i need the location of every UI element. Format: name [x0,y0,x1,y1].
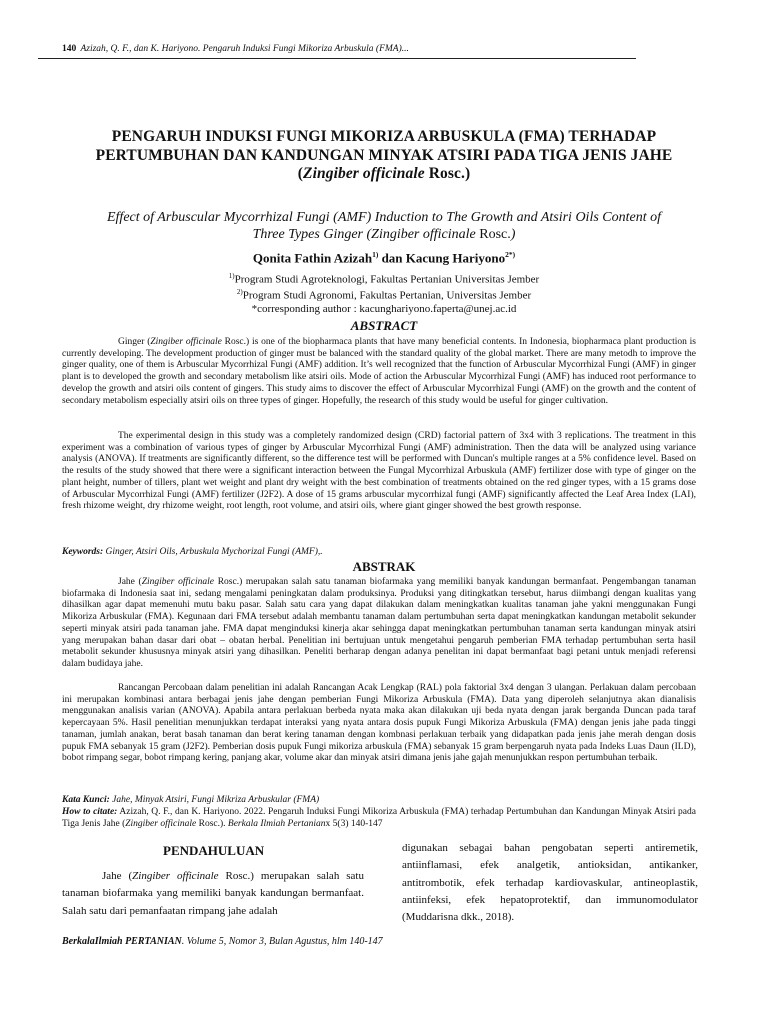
abstract-heading: ABSTRACT [350,318,418,333]
pendahuluan-heading: PENDAHULUAN [163,843,265,858]
running-header [62,44,409,54]
author-list: Qonita Fathin Azizah$^{1)}$ dan Kacung Hariyono$^{2*)}$ [252,250,516,266]
corresponding-author: *corresponding author : kacunghariyono.faperta@unej.ac.id [251,302,517,315]
title-line-3: (Zingiber officinale Rosc.) [297,165,471,182]
how-to-cite: How to citate: Azizah, Q. F., dan K. Hariyono. 2022. Pengaruh Induksi Fungi Mikoriza Arbuskula (FMA) terhadap Pertumbuhan dan Kandungan Minyak Atsiri pada Tiga Jenis Jahe (Zingiber officinale Rosc.). Berkala Ilmiah Pertanianx 5(3) 140-147 [62,807,696,829]
english-title [60,209,708,243]
abstract-paragraph-2: The experimental design in this study was a completely randomized design (CRD) factorial pattern of 3x4 with 3 replications. The treatment in this experiment was a combination of various types of ginger by Arbuscular Mycorrhizal Fungi (AMF) administration. Then the data will be analyzed using variance analysis (ANOVA). If treatments are significantly different, so the difference test will be performed with Duncan's multiple ranges at a 5% confidence level. Based on the results of the study showed that there were a significant interaction between the Fungal Mycorrhizal Arbuskula (AMF) fertilizer dose with type of ginger on the plant height, number of tillers, plant wet weight and plant dry weight with the best combination of treatments obtained on the red ginger types, with a 15 grams dose of Arbuscular Mycorrhizal Fungi (AMF) fertilizer (J2F2). A dose of 15 grams arbuscular mycorrhizal fungi (AMF) significantly affected the Leaf Area Index (LAI), fresh rhizome weight, dry rhizome weight, root length, root volume, and atsiri oils, where giant ginger showed the best growth response. [62,431,696,512]
page-number: 140 [62,44,77,54]
affiliations [60,270,708,316]
journal-footer: BerkalaIlmiah PERTANIAN. Volume 5, Nomor 3, Bulan Agustus, hlm 140-147 [62,936,383,947]
english-title-line-2: Three Types Ginger (Zingiber officinale Rosc.) [252,227,516,242]
author-1: Qonita Fathin Azizah [252,250,373,266]
keywords: Keywords: Ginger, Atsiri Oils, Arbuskula Mychorizal Fungi (AMF),. [62,547,323,557]
header-rule [38,58,636,59]
kata-kunci: Kata Kunci: Jahe, Minyak Atsiri, Fungi Mikriza Arbuskular (FMA) [62,795,320,805]
abstract-paragraph-1: Ginger (Zingiber officinale Rosc.) is one of the biopharmaca plants that have many beneficial contents. In Indonesia, biopharmaca plant production is currently developing. The development production of ginger must be balanced with the standard quality of the global market. There are many metodh to improve the ginger quality, one of them is Arbuscular Mycorrhizal Fungi (AMF) addition. It’s well recognized that the function of Arbuscular Mycorrhizal Fungi (AMF) in ginger plant is to developed the growth and secondary metabolism like atsiri oils. Mode of action the Arbuscular Mycorrhizal Fungi (AMF) has induced root performance to develop the growth and atsiri oils content of gingers. This study aims to discover the effect of Arbuscular Mycorrhizal Fungi (AMF) on the growth and the content of secondary metabolism especially atsiri oils on three types of ginger. Hopefully, the research of this study would be useful for ginger cultivation. [62,337,697,406]
author-2: Kacung Hariyono [405,250,506,266]
title-line-2: PERTUMBUHAN DAN KANDUNGAN MINYAK ATSIRI PADA TIGA JENIS JAHE [95,146,673,164]
article-title [60,128,708,184]
english-title-line-1: Effect of Arbuscular Mycorrhizal Fungi (AMF) Induction to The Growth and Atsiri Oils Content of [106,210,661,225]
title-line-1: PENGARUH INDUKSI FUNGI MIKORIZA ARBUSKULA (FMA) TERHADAP [111,128,657,145]
abstrak-paragraph-1: Jahe (Zingiber officinale Rosc.) merupakan salah satu tanaman biofarmaka yang memiliki banyak kandungan bermanfaat. Pengembangan tanaman biofarmaka di Indonesia saat ini, sedang mengalami peningkatan dalam produksinya. Produksi yang ditingkatkan tersebut, harus diimbangi dengan kualitas yang dihasilkan agar dapat memenuhi mutu baku pasar. Salah satu cara yang dapat dilakukan dalam meningkatkan kualitas tanaman jahe yakni menggunakan Fungi Mikoriza Arbuskular (FMA). Kegunaan dari FMA tersebut adalah membantu tanaman dalam pertumbuhan serta dapat meningkatkan kandungan metabolit sekunder seperti minyak atsiri pada tanaman jahe. FMA dapat menginduksi kinerja akar sehingga dapat meningkatkan pertumbuhan tanaman serta kandungan minyak atsiri yang merupakan bahan dasar dari obat – obatan herbal. Penelitian ini bertujuan untuk mengetahui pengaruh pemberian FMA terhadap pertumbuhan serta hasil metabolit sekunder khususnya minyak atsiri yang dihasilkan. Peneliti berharap dengan adanya penelitan ini dapat bermanfaat bagi petani untuk menjadi referensi dalam budidaya jahe. [62,577,697,669]
intro-right-column: digunakan sebagai bahan pengobatan seperti antiremetik, antiinflamasi, efek analgetik, antioksidan, antikanker, antitrombotik, efek terhadap kardiovaskular, antineoplastik, antiinfeksi, efek hepatoprotektif, dan immunomodulator (Muddarisna dkk., 2018). [402,842,698,924]
abstrak-heading: ABSTRAK [352,559,416,574]
affiliation-1: $^{1)}$Program Studi Agroteknologi, Fakultas Pertanian Universitas Jember [228,272,540,286]
running-title: Azizah, Q. F., dan K. Hariyono. Pengaruh Induksi Fungi Mikoriza Arbuskula (FMA)... [80,44,409,54]
title-species: Zingiber officinale [303,165,425,182]
abstrak-paragraph-2: Rancangan Percobaan dalam penelitian ini adalah Rancangan Acak Lengkap (RAL) pola faktorial 3x4 dengan 3 ulangan. Perlakuan dalam percobaan ini merupakan kombinasi antara berbagai jenis jahe dengan pemberian Fungi Mikoriza Arbuskula (FMA). Data yang diperoleh selanjutnya akan dianalisis menggunakan analisis varian (ANOVA). Apabila antara perlakuan berbeda nyata maka akan dilakukan uji beda nyata dengan jarak berganda Duncan pada taraf kepercayaan 5%. Hasil penelitian menunjukkan terdapat interaksi yang nyata antara dosis pupuk Fungi Mikoriza Arbuskula (FMA) dengan jenis jahe pada tinggi tanaman, jumlah anakan, berat basah tanaman dan berat kering tanaman dengan kombnasi perlakuan terbaik yang didapatkan pada jenis jahe merah dengan dosis pupuk FMA sebanyak 15 gram (J2F2). Pemberian dosis pupuk Fungi mikoriza arbuskula (FMA) sebanyak 15 gram berpengaruh nyata pada Indeks Luas Daun (ILD), bobot rimpang segar, bobot rimpang kering, panjang akar, volume akar dan minyak atsiri dimana jenis jahe gajah menunjukkan respon pertumbuhan terbaik. [62,683,696,764]
intro-left-column: Jahe (Zingiber officinale Rosc.) merupakan salah satu tanaman biofarmaka yang memiliki banyak kandungan bermanfaat. Salah satu dari pemanfaatan rimpang jahe adalah [62,870,364,917]
affiliation-2: $^{2)}$Program Studi Agronomi, Fakultas Pertanian, Universitas Jember [236,288,532,303]
